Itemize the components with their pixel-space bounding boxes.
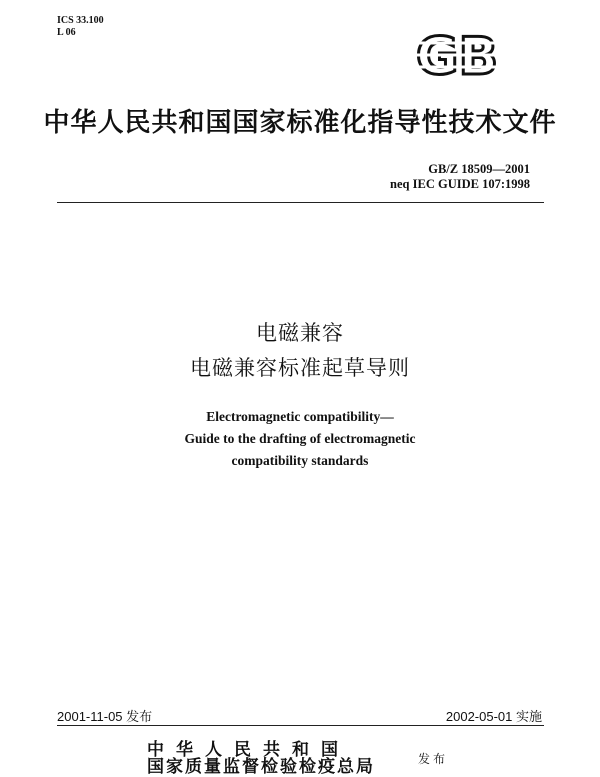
title-zh-line2: 电磁兼容标准起草导则	[190, 356, 410, 380]
standard-number: GB/Z 18509—2001	[428, 162, 530, 176]
implementation-date: 2002-05-01 实施	[445, 709, 542, 724]
title-zh-line1: 电磁兼容	[256, 321, 344, 345]
standard-equivalence: neq IEC GUIDE 107:1998	[390, 177, 530, 191]
issuer-title: 中华人民共和国国家标准化指导性技术文件	[43, 108, 557, 138]
publisher-line2: 国家质量监督检验检疫总局	[147, 757, 375, 777]
title-en-line3: compatibility standards	[231, 453, 369, 468]
standard-number-block	[390, 162, 530, 192]
ccs-code: L 06	[57, 27, 76, 38]
classification-codes	[57, 15, 104, 39]
issue-date: 2001-11-05 发布	[57, 709, 153, 724]
ics-code: ICS 33.100	[57, 15, 104, 26]
title-en	[0, 406, 600, 472]
footer-divider	[57, 725, 544, 726]
title-en-line2: Guide to the drafting of electromagnetic	[184, 431, 416, 446]
gb-logo-text: GB	[415, 27, 499, 83]
gb-logo	[402, 27, 512, 83]
publisher-line1: 中华人民共和国	[147, 740, 350, 760]
header-divider	[57, 202, 544, 203]
title-en-line1: Electromagnetic compatibility—	[206, 409, 394, 424]
publish-label: 发布	[418, 752, 449, 766]
